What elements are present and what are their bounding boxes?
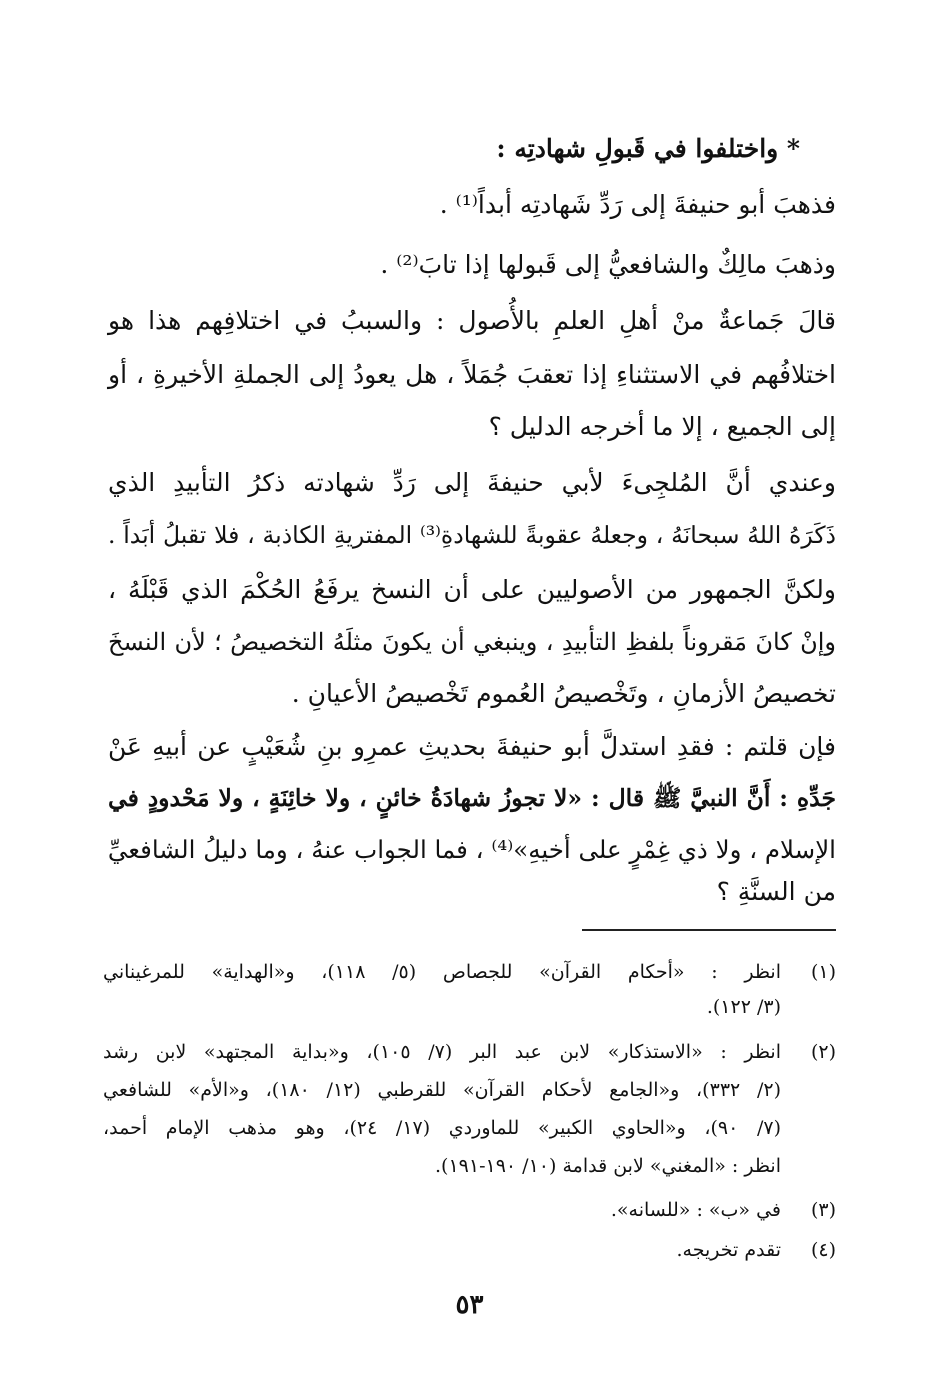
page-number: ٥٣ xyxy=(455,1290,484,1320)
text-line: وذهبَ مالِكٌ والشافعيُّ إلى قَبولها إذا تابَ⁽²⁾ . xyxy=(380,250,836,279)
footnote-line: (٣/ ١٢٢). xyxy=(706,996,781,1018)
text-line: فذهبَ أبو حنيفةَ إلى رَدِّ شَهادتِه أبداً⁽¹⁾ . xyxy=(439,190,836,219)
footnote-line: (٧/ ٩٠)، و«الحاوي الكبير» للماوردي (١٧/ ٢٤)، وهو مذهب الإمام أحمد، xyxy=(103,1117,781,1139)
text-line: وإنْ كانَ مَقروناً بلفظِ التأبيدِ ، وينبغي أن يكونَ مثلَهُ التخصيصُ ؛ لأن النسخَ xyxy=(108,628,836,656)
text-line: وعندي أنَّ المُلجِىءَ لأبي حنيفةَ إلى رَدِّ شهادته ذكرُ التأبيدِ الذي xyxy=(108,468,836,497)
footnote-line: انظر : «أحكام القرآن» للجصاص (٥/ ١١٨)، و«الهداية» للمرغيناني xyxy=(103,961,781,983)
footnote-divider xyxy=(582,929,836,931)
text-line: الإسلام ، ولا ذي غِمْرٍ على أخيهِ»⁽⁴⁾ ، فما الجواب عنهُ ، وما دليلُ الشافعيِّ xyxy=(107,835,836,864)
text-line: ولكنَّ الجمهور من الأصوليين على أن النسخ يرفَعُ الحُكْمَ الذي قَبْلَهُ ، xyxy=(108,575,836,604)
text-line: من السنَّةِ ؟ xyxy=(716,877,836,906)
footnote-number: (٢) xyxy=(810,1041,836,1063)
footnote-line: (٢/ ٣٣٢)، و«الجامع لأحكام القرآن» للقرطبي (١٢/ ١٨٠)، و«الأم» للشافعي xyxy=(103,1079,781,1101)
text-line: ذَكَرَهُ اللهُ سبحانَهُ ، وجعلهُ عقوبةً للشهادةِ⁽³⁾ المفتريةِ الكاذبة ، فلا تقبلُ أبَداً . xyxy=(108,521,836,549)
text-line: إلى الجميع ، إلا ما أخرجه الدليل ؟ xyxy=(488,412,836,441)
text-line: قالَ جَماعةٌ منْ أهلِ العلمِ بالأُصول : والسببُ في اختلافِهم هذا هو xyxy=(108,306,836,335)
text-line: اختلافُهم في الاستثناءِ إذا تعقبَ جُمَلاً ، هل يعودُ إلى الجملةِ الأخيرةِ ، أو xyxy=(108,360,836,389)
text-line: * واختلفوا في قَبولِ شهادتِه : xyxy=(496,134,800,163)
text-line: جَدِّهِ : أَنَّ النبيَّ ﷺ قال : «لا تجوزُ شهادَةُ خائنٍ ، ولا خائِنَةٍ ، ولا مَحْدودٍ في xyxy=(108,784,836,812)
text-line: فإن قلتم : فقدِ استدلَّ أبو حنيفةَ بحديثِ عمرِو بنِ شُعَيْبٍ عن أبيهِ عَنْ xyxy=(108,732,836,761)
footnote-line: انظر : «المغني» لابن قدامة (١٠/ ١٩٠-١٩١). xyxy=(435,1155,781,1177)
text-line: تخصيصُ الأزمانِ ، وتَخْصيصُ العُموم تَخْصيصُ الأعيانِ . xyxy=(291,679,836,708)
footnote-number: (٤) xyxy=(810,1239,836,1261)
footnote-line: في «ب» : «للسانه». xyxy=(610,1199,781,1221)
footnote-number: (٣) xyxy=(810,1199,836,1221)
footnote-line: انظر : «الاستذكار» لابن عبد البر (٧/ ١٠٥)، و«بداية المجتهد» لابن رشد xyxy=(103,1041,781,1063)
footnote-line: تقدم تخريجه. xyxy=(676,1239,781,1261)
footnote-number: (١) xyxy=(810,961,836,983)
